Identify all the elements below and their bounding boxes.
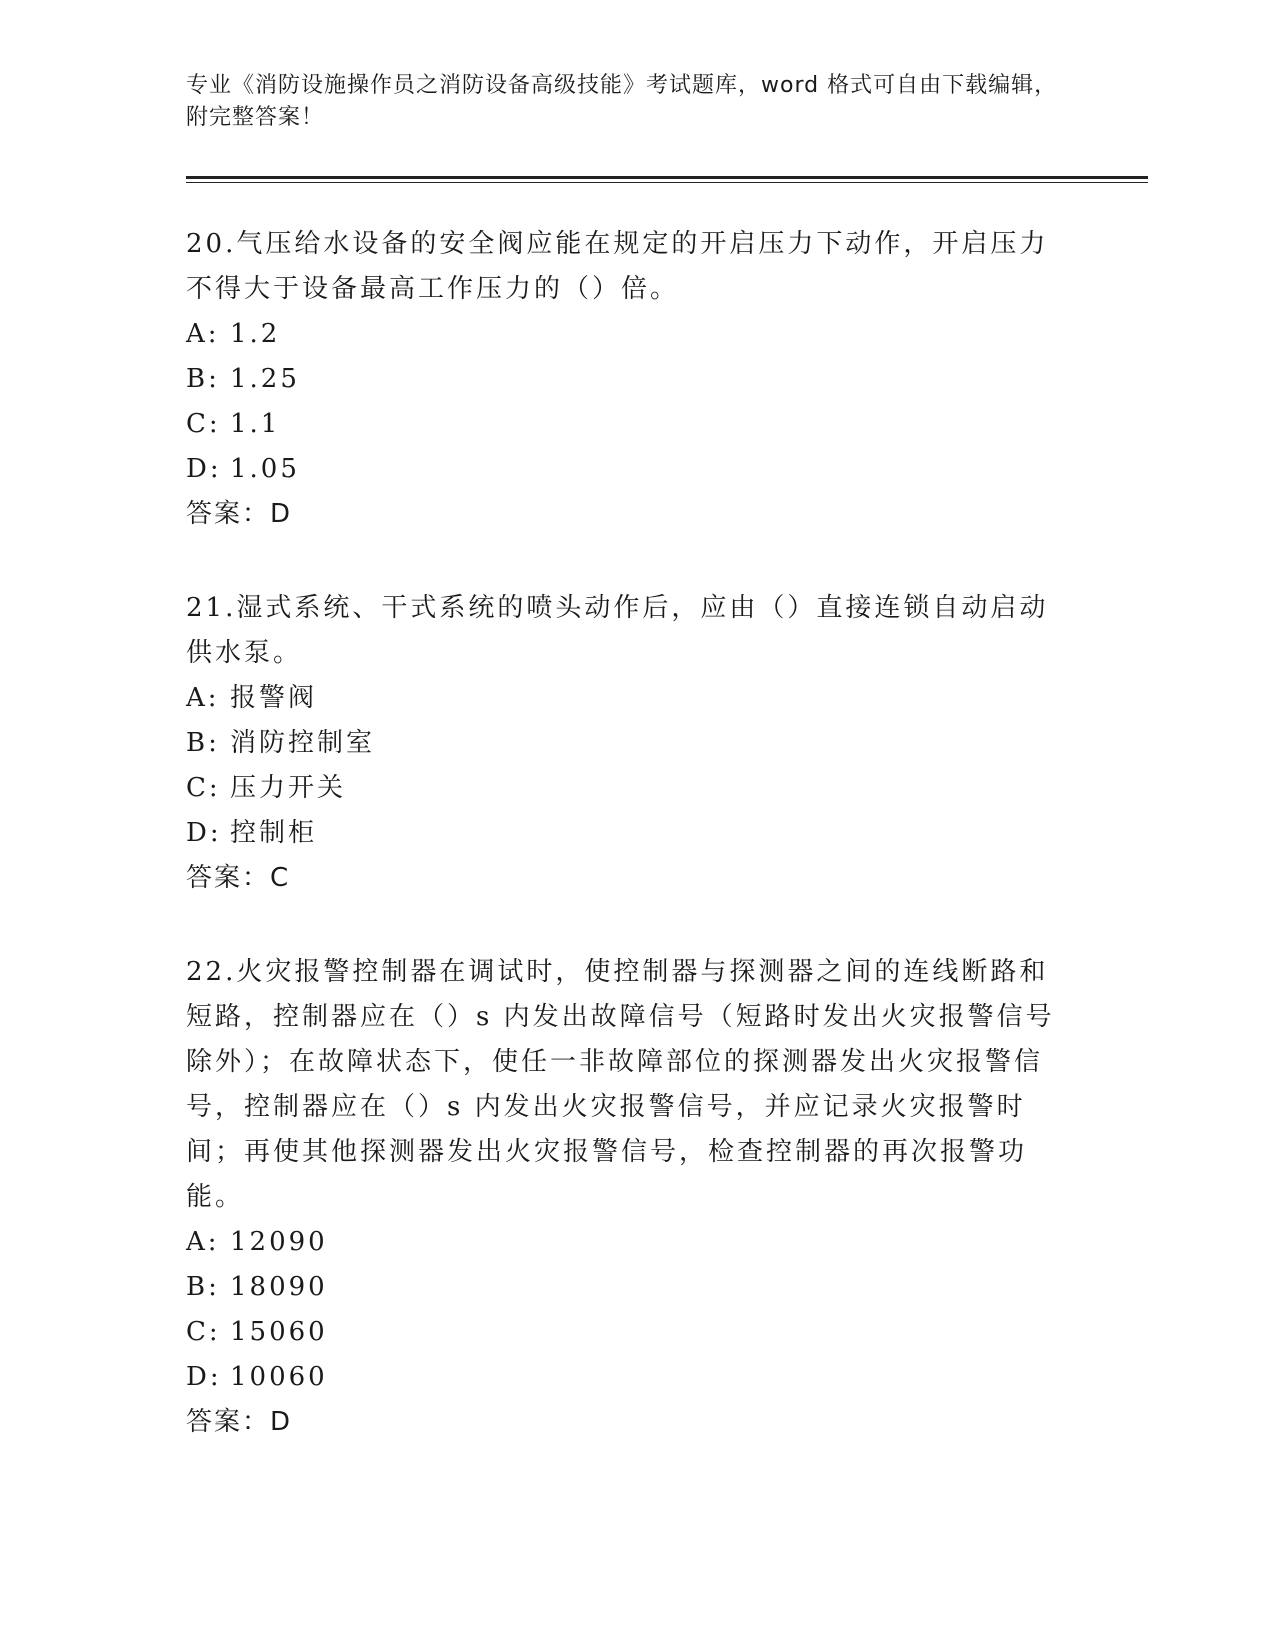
question-stem: 20.气压给水设备的安全阀应能在规定的开启压力下动作，开启压力不得大于设备最高工作压力的（）倍。	[186, 229, 1049, 304]
option-key: C:	[186, 1317, 221, 1347]
option-b	[186, 721, 1076, 766]
document-header: 专业《消防设施操作员之消防设备高级技能》考试题库，word 格式可自由下载编辑，附完整答案！	[186, 73, 1058, 130]
header-divider-thin	[186, 182, 1148, 183]
question-stem: 21.湿式系统、干式系统的喷头动作后，应由（）直接连锁自动启动供水泵。	[186, 593, 1049, 668]
option-text: 18090	[230, 1272, 328, 1302]
option-a	[186, 676, 1076, 721]
option-text: 15060	[230, 1317, 328, 1347]
option-b	[186, 357, 1076, 402]
answer-line: 答案：D	[186, 1407, 293, 1437]
option-key: C:	[186, 409, 221, 439]
option-text: 控制柜	[230, 818, 318, 848]
question-22	[186, 950, 1076, 1445]
option-text: 1.2	[230, 319, 281, 349]
option-text: 12090	[230, 1227, 328, 1257]
option-text: 1.25	[230, 364, 300, 394]
option-c	[186, 1310, 1076, 1355]
option-text: 10060	[230, 1362, 328, 1392]
option-key: A:	[186, 1227, 220, 1257]
option-text: 报警阀	[230, 683, 318, 713]
question-stem: 22.火灾报警控制器在调试时，使控制器与探测器之间的连线断路和短路，控制器应在（）s 内发出故障信号（短路时发出火灾报警信号除外）；在故障状态下，使任一非故障部位的探测器发出火灾报警信号，控制器应在（）s 内发出火灾报警信号，并应记录火灾报警时间；再使其他探测器发出火灾报警信号，检查控制器的再次报警功能。	[186, 957, 1055, 1212]
option-d	[186, 447, 1076, 492]
question-21	[186, 586, 1076, 901]
option-key: D:	[186, 818, 222, 848]
option-a	[186, 312, 1076, 357]
option-text: 消防控制室	[230, 728, 376, 758]
option-text: 压力开关	[230, 773, 347, 803]
option-text: 1.05	[230, 454, 300, 484]
option-c	[186, 766, 1076, 811]
option-key: D:	[186, 1362, 222, 1392]
option-key: D:	[186, 454, 222, 484]
option-c	[186, 402, 1076, 447]
option-key: A:	[186, 319, 220, 349]
option-key: B:	[186, 364, 220, 394]
question-20	[186, 222, 1076, 537]
option-key: B:	[186, 1272, 220, 1302]
option-b	[186, 1265, 1076, 1310]
option-d	[186, 1355, 1076, 1400]
option-a	[186, 1220, 1076, 1265]
option-d	[186, 811, 1076, 856]
option-key: C:	[186, 773, 221, 803]
answer-line: 答案：C	[186, 863, 291, 893]
option-text: 1.1	[230, 409, 281, 439]
header-divider-thick	[186, 176, 1148, 179]
option-key: B:	[186, 728, 220, 758]
option-key: A:	[186, 683, 220, 713]
answer-line: 答案：D	[186, 499, 293, 529]
